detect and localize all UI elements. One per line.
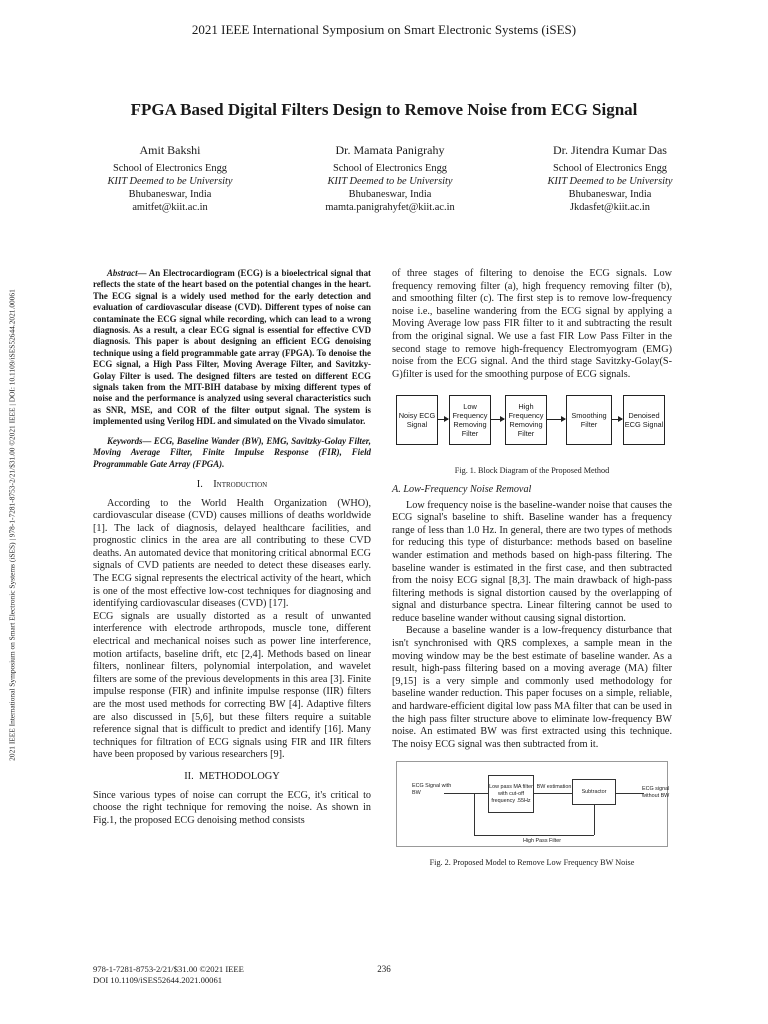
author-university: KIIT Deemed to be University xyxy=(547,176,673,187)
author-1 xyxy=(70,144,270,214)
right-column xyxy=(392,268,672,876)
author-city: Bhubaneswar, India xyxy=(128,189,212,200)
methodology-paragraph-1: Since various types of noise can corrupt the ECG, it's critical to choose the right technique for removing the noise. As shown in Fig.1, the proposed ECG denoising method consists xyxy=(93,789,371,826)
intro-paragraph-2: ECG signals are usually distorted as a result of unwanted interference with electrode arthropods, muscle tone, different electrical and mechanical noises such as power line interference, motion artifacts, baseline drift, etc [2,4]. Methods based on linear filters, nonlinear filters, polynomial interpolation, and wavelet filters are some of the previous developments in this area [3]. Finite impulse response (FIR) and infinite impulse response (IIR) filters are the most used methods for correcting BW [4]. Adaptive filters are also discussed in [5,6], but these filters require a suitable reference signal that is difficult to predict and identify [16]. Many techniques for filtration of ECG signals using FIR and IIR filters have been proposed by various researchers [9]. xyxy=(93,610,371,761)
fig2-output-label: ECG signal without BW xyxy=(642,786,670,800)
fig2-subtractor-block: Subtractor xyxy=(572,779,616,805)
author-email[interactable]: Jkdasfet@kiit.ac.in xyxy=(570,202,650,213)
author-name: Dr. Mamata Panigrahy xyxy=(335,143,445,157)
block-high-frequency-filter: High Frequency Removing Filter xyxy=(505,395,547,445)
block-denoised-ecg: Denoised ECG Signal xyxy=(623,395,665,445)
block-low-frequency-filter: Low Frequency Removing Filter xyxy=(449,395,491,445)
section-2-heading xyxy=(93,771,371,784)
fig2-output-line xyxy=(616,793,644,794)
author-block xyxy=(70,144,710,214)
author-dept: School of Electronics Engg xyxy=(553,163,667,174)
fig2-lpf-block: Low pass MA filter with cut-off frequency .55Hz xyxy=(488,775,534,813)
fig2-hpf-label: High Pass Filter xyxy=(522,838,562,845)
author-dept: School of Electronics Engg xyxy=(333,163,447,174)
author-email[interactable]: mamta.panigrahyfet@kiit.ac.in xyxy=(325,202,455,213)
author-university: KIIT Deemed to be University xyxy=(107,176,233,187)
arrow-icon xyxy=(491,419,504,420)
section-2-number: II. xyxy=(184,770,194,782)
section-1-title: Introduction xyxy=(213,478,268,490)
figure-2-model-diagram xyxy=(392,757,672,853)
intro-paragraph-1: According to the World Health Organization (WHO), cardiovascular disease (CVD) causes millions of deaths worldwide [1]. The lack of diagnosis, delayed healthcare facilities, and prognostic clinics in the area are all contributing to these CVD deaths. An automated device that monitoring critical abnormal ECG signals of CVD patients are needed to detect these diseases early. The ECG signal represents the electrical activity of the heart, which is one of the most effective low-cost techniques for diagnosing and identifying cardiovascular diseases (CVD) [17]. xyxy=(93,497,371,610)
footer-isbn: 978-1-7281-8753-2/21/$31.00 ©2021 IEEE xyxy=(93,964,244,974)
figure-1-caption: Fig. 1. Block Diagram of the Proposed Method xyxy=(454,466,610,476)
subsection-a-paragraph-2: Because a baseline wander is a low-frequency disturbance that isn't synchronised with QRS complexes, a sample mean in the moving window may be the best estimate of baseline wander. As a result, high-pass filtering based on a moving average (MA) filter [9,15] is a very simple and commonly used methodology for baseline wander reduction. This paper focuses on a simple, reliable, and hardware-efficient digital low pass MA filter that can be used in the high pass filter structure above to eliminate low-frequency BW noise. An estimated BW was first extracted using this technique. The noisy ECG signal was then subtracted from it. xyxy=(392,625,672,750)
author-name: Amit Bakshi xyxy=(139,143,201,157)
author-city: Bhubaneswar, India xyxy=(568,189,652,200)
subsection-a-heading: A. Low-Frequency Noise Removal xyxy=(392,483,532,495)
fig2-bypass-line-up xyxy=(594,805,595,835)
keywords-lead: Keywords— xyxy=(107,435,152,446)
figure-2-caption: Fig. 2. Proposed Model to Remove Low Frequency BW Noise xyxy=(429,858,635,868)
arrow-icon xyxy=(612,419,622,420)
block-noisy-ecg: Noisy ECG Signal xyxy=(396,395,438,445)
author-2 xyxy=(290,144,490,214)
abstract-lead: Abstract— xyxy=(107,268,147,278)
author-city: Bhubaneswar, India xyxy=(348,189,432,200)
methodology-paragraph-1-continued: of three stages of filtering to denoise the ECG signals. Low frequency removing filter (a), high frequency removing filter (b), and smoothing filter (c). The first step is to remove low-frequency noise i.e., baseline wandering from the ECG signal by applying a Moving Average low pass FIR filter to it and subtracting the result from the original signal. We use a fast FIR Low Pass Filter in the second stage to remove high-frequency Electromyogram (EMG) noise from the ECG signal. And the third stage Savitzky-Golay(S-G)filter is used for the smoothing purpose of ECG signals. xyxy=(392,268,672,380)
conference-header: 2021 IEEE International Symposium on Smart Electronic Systems (iSES) xyxy=(191,22,577,37)
side-citation-text: 2021 IEEE International Symposium on Smart Electronic Systems (iSES) | 978-1-7281-8753-2/21/$31.00 ©2021 IEEE | DOI: 10.1109/iSES52644.2021.00061 xyxy=(7,289,17,761)
subsection-a-paragraph-1: Low frequency noise is the baseline-wander noise that causes the ECG signal's baseline to shift. Baseline wander has a frequency range of less than 1.0 Hz. In general, there are two types of methods for reducing this type of disturbance: methods based on baseline wander estimation and methods based on high-pass filtering. The baseline wander is estimated in the first case, and then subtracted from the noisy ECG signal [8,3]. The main drawback of high-pass filtering methods is signal distortion caused by the overlapping of signal and disturbance spectra. Linear filtering cannot be used to reduce baseline wander without causing signal distortion. xyxy=(392,499,672,624)
fig2-bypass-line-vertical xyxy=(474,793,475,835)
author-email[interactable]: amitfet@kiit.ac.in xyxy=(132,202,208,213)
author-name: Dr. Jitendra Kumar Das xyxy=(553,143,667,157)
page-number: 236 xyxy=(377,964,391,974)
block-smoothing-filter: Smoothing Filter xyxy=(566,395,612,445)
figure-1-block-diagram xyxy=(392,389,672,461)
section-1-heading xyxy=(93,479,371,492)
paper-title: FPGA Based Digital Filters Design to Remove Noise from ECG Signal xyxy=(130,100,638,119)
fig2-bw-label: BW estimation xyxy=(536,784,572,791)
section-2-title: METHODOLOGY xyxy=(198,770,280,782)
footer-doi: DOI 10.1109/iSES52644.2021.00061 xyxy=(93,975,223,985)
keywords-text: ECG, Baseline Wander (BW), EMG, Savitzky-Golay Filter, Moving Average Filter, Finite Impulse Response (FIR), Field Programmable Gate Array (FPGA). xyxy=(93,435,371,469)
author-dept: School of Electronics Engg xyxy=(113,163,227,174)
author-university: KIIT Deemed to be University xyxy=(327,176,453,187)
section-1-number: I. xyxy=(196,478,203,490)
fig2-bw-line xyxy=(534,793,572,794)
author-3 xyxy=(510,144,710,214)
keywords xyxy=(93,436,371,470)
fig2-input-label: ECG Signal with BW xyxy=(412,783,452,797)
side-citation-strip xyxy=(5,180,19,870)
fig2-bypass-line-horizontal xyxy=(474,835,594,836)
fig2-input-line xyxy=(444,793,488,794)
abstract-text: An Electrocardiogram (ECG) is a bioelectrical signal that reflects the state of the heart based on the potential changes in the heart. The ECG signal is a widely used method for the early detection and evaluation of cardiovascular disease (CVD). Different types of noise can contaminate the ECG signal while recording, which can lead to a wrong diagnosis. As a result, a clear ECG signal is essential for effective CVD diagnosis. This paper is about designing an efficient ECG denoising technique using a field programmable gate array (FPGA). To denoise the ECG signal, a High Pass Filter, Moving Average Filter, and Savitzky-Golay Filter is used. The designed filters are tested on different ECG signals taken from the MIT-BIH database by mixing different types of noise and the performance is analyzed using several characteristics such as SNR, MSE, and COR of the filter output signal. The system is implemented using Verilog HDL and simulated on the Vivado simulator. xyxy=(93,268,371,427)
arrow-icon xyxy=(438,419,448,420)
arrow-icon xyxy=(547,419,565,420)
left-column xyxy=(93,268,371,827)
abstract xyxy=(93,268,371,428)
